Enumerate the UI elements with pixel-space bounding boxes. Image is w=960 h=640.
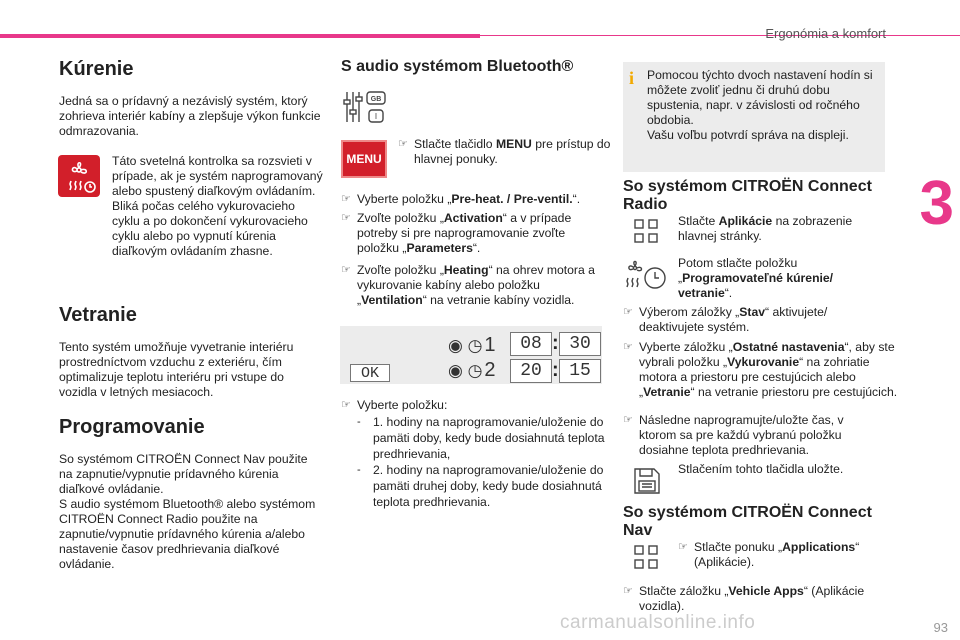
step-preheat: ☞ Vyberte položku „Pre-heat. / Pre-ventil.“.: [341, 192, 581, 206]
programovanie-text: So systémom CITROËN Connect Nav použite na zapnutie/vypnutie prídavného kúrenia diaľkové ovládanie. S audio systémom Bluetooth® alebo systémom CITROËN Connect Radio použite na zapnutie/vypnutie prídavného kúrenia a/alebo nastavenie časov predhrievania diaľkové ovládanie.: [59, 452, 316, 571]
clock-icon: ◷: [467, 336, 483, 355]
arrow-bullet-icon: ☞: [341, 264, 351, 276]
svg-text:I: I: [374, 112, 378, 121]
svg-text:GB: GB: [370, 96, 382, 103]
apps-grid-icon: [633, 218, 659, 244]
arrow-bullet-icon: ☞: [341, 399, 351, 411]
arrow-bullet-icon: ☞: [341, 193, 351, 205]
press-menu-step: ☞ Stlačte tlačidlo MENU pre prístup do hlavnej ponuky.: [398, 137, 611, 166]
sub-item-clock-1: - 1. hodiny na naprogramovanie/uloženie do pamäti doby, kedy bude dosiahnutá teplota predhrievania,: [357, 415, 605, 461]
header-accent-bar: [0, 34, 480, 38]
save-text: Stlačením tohto tlačidla uložte.: [678, 462, 844, 476]
step-heating: ☞ Zvoľte položku „Heating“ na ohrev motora a vykurovanie kabíny alebo položku „Ventilation“ na vetranie kabíny vozidla.: [341, 263, 595, 307]
audio-controls-icon: [343, 88, 387, 126]
arrow-bullet-icon: ☞: [623, 585, 633, 597]
info-box: [623, 62, 885, 172]
timer-1-minutes[interactable]: 30: [559, 332, 601, 356]
arrow-bullet-icon: ☞: [398, 138, 408, 150]
header-rule: [480, 35, 960, 36]
watermark: carmanualsonline.info: [560, 612, 756, 633]
ok-button[interactable]: OK: [350, 364, 390, 382]
save-icon: [632, 466, 662, 496]
arrow-bullet-icon: ☞: [623, 341, 633, 353]
apps-grid-icon: [633, 544, 659, 570]
kurenie-heading: Kúrenie: [59, 58, 134, 80]
timer-2-colon: :: [552, 359, 559, 381]
step-other-settings: ☞ Vyberte záložku „Ostatné nastavenia“, aby ste vybrali položku „Vykurovanie“ na zohriatie motora a priestoru pre cestujúcich alebo „Vetranie“ na vetranie priestoru pre cestujúcich.: [623, 340, 898, 399]
step-vehicle-apps: ☞ Stlačte záložku „Vehicle Apps“ (Aplikácie vozidla).: [623, 584, 865, 613]
timer-2-hours[interactable]: 20: [510, 359, 552, 383]
clock-display-panel: [340, 326, 602, 384]
vetranie-text: Tento systém umožňuje vyvetranie interiéru prostredníctvom vzduchu z exteriéru, čím optimalizuje teplotu interiéru pri vstupe do vozidla v letných mesiacoch.: [59, 340, 294, 399]
timer-2-row[interactable]: ◉ ◷ 2: [448, 359, 496, 381]
heater-symbol-icon: ◉: [448, 361, 463, 380]
nav-apps-step: ☞ Stlačte ponuku „Applications“ (Aplikácie).: [678, 540, 860, 569]
info-text: Pomocou týchto dvoch nastavení hodín si môžete zvoliť jednu či druhú dobu spustenia, napr. v závislosti od ročného obdobia. Vašu voľbu potvrdí správa na displeji.: [647, 68, 873, 142]
timer-2-minutes[interactable]: 15: [559, 359, 601, 383]
arrow-bullet-icon: ☞: [678, 541, 688, 553]
arrow-bullet-icon: ☞: [623, 306, 633, 318]
kurenie-lamp-text: Táto svetelná kontrolka sa rozsvieti v prípade, ak je systém naprogramovaný alebo spustený diaľkovým ovládaním. Bliká počas celého vykurovacieho cyklu a po dokončení vykurovacieho cyklu alebo po vypnutí kúrenia diaľkovým ovládaním zhasne.: [112, 154, 323, 258]
page-number: 93: [933, 620, 948, 635]
menu-button[interactable]: MENU: [341, 140, 387, 178]
step-status-tab: ☞ Výberom záložky „Stav“ aktivujete/ deaktivujete systém.: [623, 305, 828, 334]
chapter-number: 3: [919, 169, 954, 238]
bluetooth-heading: S audio systémom Bluetooth®: [341, 58, 574, 75]
timer-1-colon: :: [552, 332, 559, 354]
step-activation: ☞ Zvoľte položku „Activation“ a v prípade potreby si pre naprogramovanie zvoľte položku „Parameters“.: [341, 211, 572, 255]
heater-symbol-icon: ◉: [448, 336, 463, 355]
kurenie-intro: Jedná sa o prídavný a nezávislý systém, ktorý zohrieva interiér kabíny a zlepšuje výkon funkcie odmrazovania.: [59, 94, 321, 138]
connect-nav-heading: So systémom CITROËN Connect Nav: [623, 504, 872, 539]
vetranie-heading: Vetranie: [59, 304, 137, 326]
arrow-bullet-icon: ☞: [623, 414, 633, 426]
sub-item-clock-2: - 2. hodiny na naprogramovanie/uloženie do pamäti druhej doby, kedy bude dosiahnutá teplota predhrievania.: [357, 463, 604, 509]
connect-radio-heading: So systémom CITROËN Connect Radio: [623, 178, 872, 213]
step-select-clock: ☞ Vyberte položku:: [341, 398, 448, 412]
heater-warning-lamp-icon: [58, 155, 100, 197]
programovanie-heading: Programovanie: [59, 416, 205, 438]
programmable-heating-icon: [625, 260, 669, 292]
timer-1-hours[interactable]: 08: [510, 332, 552, 356]
section-title: Ergonómia a komfort: [765, 26, 886, 41]
info-icon: i: [629, 68, 635, 88]
clock-icon: ◷: [467, 361, 483, 380]
step-program-time: ☞ Následne naprogramujte/uložte čas, v ktorom sa pre každú vybranú položku dosiahne teplota predhrievania.: [623, 413, 844, 457]
radio-programmable-step: Potom stlačte položku „Programovateľné kúrenie/ vetranie“.: [678, 256, 834, 300]
radio-apps-step: Stlačte Aplikácie na zobrazenie hlavnej stránky.: [678, 214, 853, 243]
arrow-bullet-icon: ☞: [341, 212, 351, 224]
timer-1-row[interactable]: ◉ ◷ 1: [448, 334, 496, 356]
